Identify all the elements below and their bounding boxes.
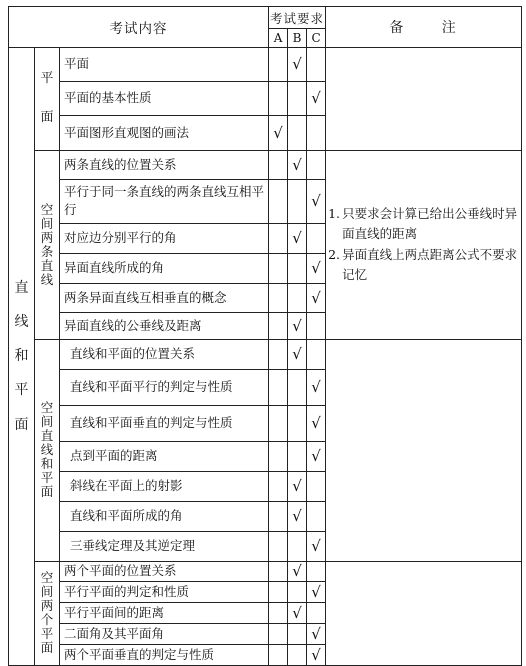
header-remark: 备 注 <box>326 7 522 48</box>
table-row <box>9 561 522 581</box>
topic-text: 二面角及其平面角 <box>60 623 269 644</box>
check-a <box>269 623 288 644</box>
remark-cell-empty <box>326 48 522 151</box>
check-a <box>269 471 288 501</box>
topic-text: 平行平面的判定和性质 <box>60 581 269 602</box>
check-a <box>269 253 288 283</box>
topic-text: 三垂线定理及其逆定理 <box>60 531 269 561</box>
check-c: √ <box>307 623 326 644</box>
check-a <box>269 283 288 312</box>
topic-text: 两个平面的位置关系 <box>60 561 269 581</box>
check-b: √ <box>288 602 307 623</box>
check-c: √ <box>307 81 326 116</box>
check-c <box>307 501 326 531</box>
topic-text: 对应边分别平行的角 <box>60 223 269 253</box>
check-b <box>288 253 307 283</box>
check-a: √ <box>269 116 288 151</box>
topic-text: 异面直线所成的角 <box>60 253 269 283</box>
check-a <box>269 339 288 369</box>
check-b <box>288 405 307 441</box>
check-c <box>307 116 326 151</box>
header-content: 考试内容 <box>9 7 269 48</box>
check-c <box>307 312 326 339</box>
check-a <box>269 644 288 665</box>
header-col-b: B <box>288 29 307 48</box>
topic-text: 直线和平面所成的角 <box>60 501 269 531</box>
check-c <box>307 48 326 82</box>
check-b: √ <box>288 223 307 253</box>
check-b <box>288 81 307 116</box>
header-row <box>9 7 522 29</box>
check-b: √ <box>288 312 307 339</box>
topic-text: 直线和平面垂直的判定与性质 <box>60 405 269 441</box>
chapter-label: 直 线 和 平 面 <box>9 48 35 666</box>
note-number: 2. <box>328 247 340 263</box>
remark-cell-empty <box>326 561 522 665</box>
check-a <box>269 561 288 581</box>
topic-text: 平面 <box>60 48 269 82</box>
section-label-plane: 平 面 <box>35 48 60 151</box>
check-c: √ <box>307 644 326 665</box>
check-b: √ <box>288 48 307 82</box>
check-a <box>269 81 288 116</box>
header-col-a: A <box>269 29 288 48</box>
check-a <box>269 48 288 82</box>
note-text: 异面直线上两点距离公式不要求记忆 <box>342 247 518 283</box>
section-label-two-planes: 空 间 两 个 平 面 <box>35 561 60 665</box>
note-number: 1. <box>328 206 340 222</box>
topic-text: 直线和平面平行的判定与性质 <box>60 369 269 405</box>
check-b <box>288 531 307 561</box>
check-c <box>307 471 326 501</box>
section-label-line-plane: 空 间 直 线 和 平 面 <box>35 339 60 561</box>
check-a <box>269 369 288 405</box>
check-b: √ <box>288 501 307 531</box>
section-label-two-lines: 空 间 两 条 直 线 <box>35 150 60 339</box>
check-c: √ <box>307 179 326 223</box>
table-row <box>9 48 522 82</box>
check-a <box>269 312 288 339</box>
check-a <box>269 150 288 179</box>
remark-notes <box>326 150 522 339</box>
topic-text: 两条异面直线互相垂直的概念 <box>60 283 269 312</box>
note-item <box>328 204 517 244</box>
topic-text: 平面的基本性质 <box>60 81 269 116</box>
check-c: √ <box>307 283 326 312</box>
check-b: √ <box>288 339 307 369</box>
check-a <box>269 179 288 223</box>
check-c <box>307 602 326 623</box>
topic-text: 点到平面的距离 <box>60 441 269 471</box>
check-b <box>288 644 307 665</box>
check-a <box>269 405 288 441</box>
table-row <box>9 339 522 369</box>
topic-text: 平面图形直观图的画法 <box>60 116 269 151</box>
check-c: √ <box>307 405 326 441</box>
note-text: 只要求会计算已给出公垂线时异面直线的距离 <box>342 206 518 242</box>
check-b <box>288 283 307 312</box>
topic-text: 平行平面间的距离 <box>60 602 269 623</box>
remark-cell-empty <box>326 339 522 561</box>
check-b <box>288 581 307 602</box>
topic-text: 直线和平面的位置关系 <box>60 339 269 369</box>
check-b <box>288 179 307 223</box>
check-a <box>269 602 288 623</box>
check-b <box>288 116 307 151</box>
check-b: √ <box>288 561 307 581</box>
header-requirement: 考试要求 <box>269 7 326 29</box>
check-c: √ <box>307 253 326 283</box>
check-c: √ <box>307 581 326 602</box>
check-c: √ <box>307 369 326 405</box>
topic-text: 异面直线的公垂线及距离 <box>60 312 269 339</box>
check-b <box>288 369 307 405</box>
check-b: √ <box>288 150 307 179</box>
check-c: √ <box>307 531 326 561</box>
note-item <box>328 245 517 285</box>
syllabus-table <box>8 6 522 666</box>
check-a <box>269 581 288 602</box>
check-b: √ <box>288 471 307 501</box>
check-a <box>269 223 288 253</box>
header-col-c: C <box>307 29 326 48</box>
topic-text: 两个平面垂直的判定与性质 <box>60 644 269 665</box>
check-c <box>307 339 326 369</box>
check-c <box>307 150 326 179</box>
topic-text: 斜线在平面上的射影 <box>60 471 269 501</box>
topic-text: 两条直线的位置关系 <box>60 150 269 179</box>
check-a <box>269 441 288 471</box>
check-a <box>269 501 288 531</box>
check-c: √ <box>307 441 326 471</box>
check-a <box>269 531 288 561</box>
check-c <box>307 561 326 581</box>
check-b <box>288 441 307 471</box>
check-b <box>288 623 307 644</box>
topic-text: 平行于同一条直线的两条直线互相平行 <box>60 179 269 223</box>
table-row <box>9 150 522 179</box>
check-c <box>307 223 326 253</box>
